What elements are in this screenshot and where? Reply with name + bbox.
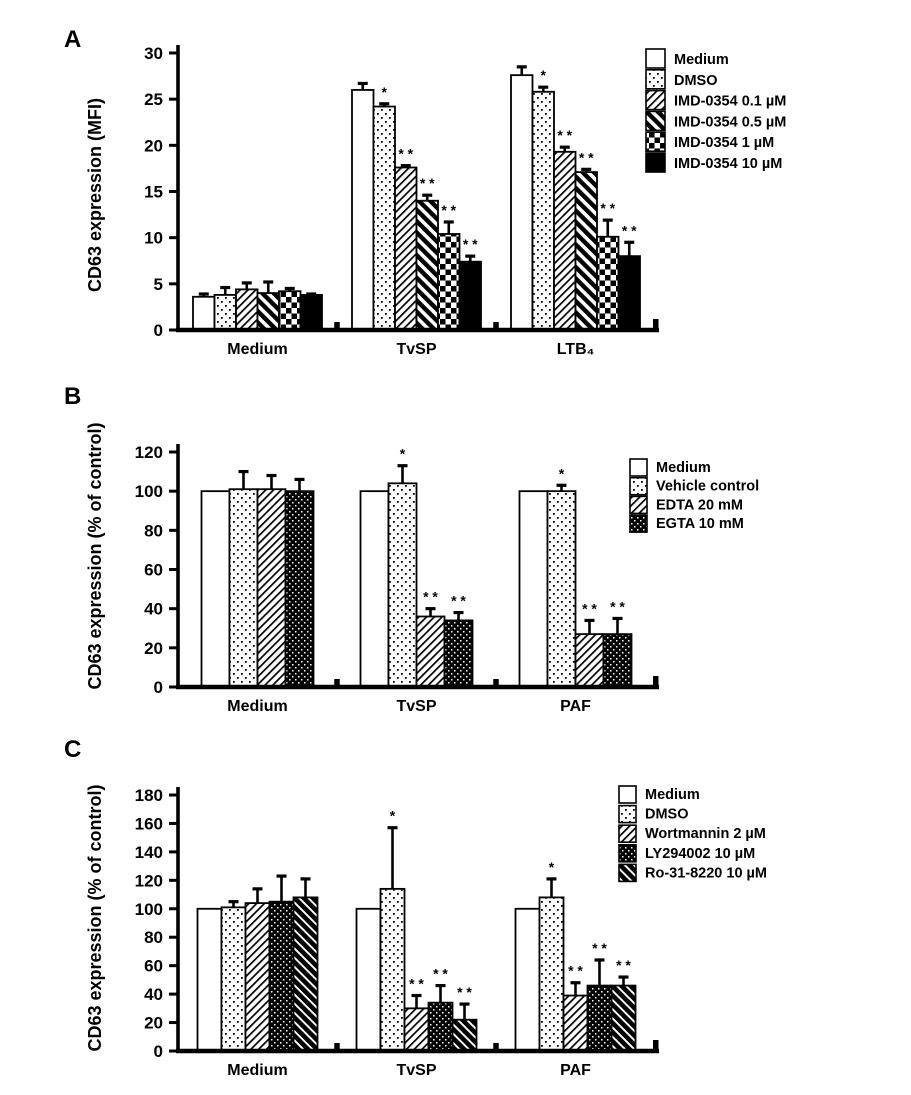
legend-label: LY294002 10 µM	[645, 845, 756, 862]
x-category-label: Medium	[227, 341, 288, 358]
legend-item	[646, 91, 786, 110]
bar-B-0-0	[202, 491, 230, 687]
bar-A-1-4	[438, 234, 460, 330]
significance-marker: * *	[423, 588, 438, 605]
legend-swatch-hatch-fwd	[619, 825, 636, 842]
legend-item	[630, 496, 743, 513]
bar-B-1-3	[445, 620, 473, 687]
significance-marker: * *	[398, 145, 414, 162]
significance-marker: * *	[578, 149, 594, 166]
x-category-label: TvSP	[396, 341, 437, 358]
y-tick-label: 60	[144, 956, 163, 976]
panel-C	[64, 736, 767, 1079]
y-tick-label: 0	[153, 1042, 163, 1061]
legend-item	[646, 132, 774, 151]
bar-C-0-2	[246, 903, 270, 1051]
y-tick-label: 40	[144, 985, 163, 1005]
legend-item	[646, 70, 718, 89]
legend-label: Medium	[645, 787, 700, 803]
bar-B-0-2	[258, 489, 286, 687]
panel-label-B: B	[64, 383, 82, 410]
bar-A-2-0	[511, 75, 533, 330]
bar-A-0-5	[301, 295, 323, 330]
y-tick-label: 25	[144, 90, 163, 110]
legend-item	[646, 153, 782, 172]
bar-B-1-1	[389, 483, 417, 687]
legend-item	[619, 825, 766, 842]
y-tick-label: 140	[134, 842, 163, 862]
y-tick-label: 80	[144, 521, 163, 541]
significance-marker: *	[399, 445, 406, 462]
significance-marker: * *	[610, 598, 625, 615]
y-tick-label: 100	[134, 899, 163, 919]
y-tick-label: 180	[134, 786, 163, 805]
legend-swatch-dots	[619, 806, 636, 823]
legend-label: Medium	[656, 460, 711, 476]
significance-marker: *	[540, 67, 546, 84]
significance-marker: * *	[409, 975, 424, 992]
bar-A-2-3	[576, 172, 598, 330]
bar-A-1-0	[352, 90, 374, 330]
bar-B-2-2	[576, 634, 604, 687]
y-tick-label: 10	[144, 228, 163, 248]
legend-swatch-hatch-back	[646, 111, 665, 130]
significance-marker: *	[548, 858, 555, 875]
y-tick-label: 20	[144, 638, 163, 658]
y-tick-label: 5	[153, 274, 163, 294]
legend-label: DMSO	[674, 72, 718, 89]
legend-label: EGTA 10 mM	[656, 516, 744, 533]
legend-swatch-dark-dots	[630, 515, 647, 532]
legend-label: Vehicle control	[656, 478, 760, 495]
legend-item	[630, 515, 744, 532]
legend-swatch-black	[646, 153, 665, 172]
bar-A-2-4	[597, 237, 619, 330]
legend-item	[619, 786, 700, 803]
significance-marker: * *	[616, 957, 631, 974]
legend-item	[619, 806, 689, 823]
panel-B	[64, 383, 759, 715]
bar-C-1-1	[381, 889, 405, 1051]
bar-A-1-1	[374, 107, 396, 330]
bar-C-1-2	[405, 1008, 429, 1051]
bar-C-2-3	[588, 986, 612, 1051]
bar-A-0-1	[215, 295, 237, 330]
y-tick-label: 40	[144, 599, 163, 619]
x-category-label: LTB₄	[556, 341, 595, 358]
significance-marker: * *	[451, 592, 466, 609]
legend-item	[630, 478, 759, 495]
y-axis-title: CD63 expression (% of control)	[85, 784, 105, 1052]
legend-label: Wortmannin 2 µM	[645, 826, 766, 843]
significance-marker: * *	[457, 984, 472, 1001]
legend-swatch-white	[646, 49, 665, 68]
bar-A-1-2	[395, 167, 417, 330]
legend-label: IMD-0354 1 µM	[674, 135, 775, 152]
y-tick-label: 120	[134, 871, 163, 891]
bar-C-0-0	[198, 909, 222, 1051]
panel-A	[64, 26, 786, 358]
significance-marker: *	[558, 465, 565, 482]
bar-C-2-2	[564, 996, 588, 1051]
significance-marker: * *	[621, 222, 637, 239]
legend-item	[619, 864, 767, 881]
legend-swatch-hatch-fwd	[646, 91, 665, 110]
significance-marker: * *	[433, 965, 448, 982]
y-tick-label: 80	[144, 928, 163, 948]
y-tick-label: 100	[134, 482, 163, 502]
legend-label: Medium	[674, 52, 729, 68]
legend-label: IMD-0354 0.1 µM	[674, 93, 787, 110]
significance-marker: * *	[441, 201, 457, 218]
bar-C-2-1	[540, 897, 564, 1051]
legend-swatch-white	[619, 786, 636, 803]
x-category-label: Medium	[227, 698, 288, 715]
bar-C-0-1	[222, 907, 246, 1051]
y-axis-title: CD63 expression (% of control)	[85, 422, 105, 690]
legend-item	[619, 845, 755, 862]
legend-swatch-hatch-back-dark	[619, 864, 636, 881]
legend-swatch-dots	[646, 70, 665, 89]
legend-item	[646, 49, 729, 68]
bar-A-0-0	[193, 297, 215, 330]
bar-A-0-4	[279, 291, 301, 330]
legend-item	[630, 459, 711, 476]
y-tick-label: 20	[144, 1013, 163, 1033]
significance-marker: * *	[419, 175, 435, 192]
bar-C-1-4	[453, 1020, 477, 1051]
significance-marker: *	[389, 807, 396, 824]
y-tick-label: 30	[144, 44, 163, 63]
bar-C-1-3	[429, 1003, 453, 1051]
bar-B-0-3	[286, 491, 314, 687]
bar-A-2-2	[554, 152, 576, 330]
y-tick-label: 0	[153, 678, 163, 697]
significance-marker: * *	[568, 962, 583, 979]
y-tick-label: 160	[134, 814, 163, 834]
legend-swatch-checker	[646, 132, 665, 151]
legend-label: IMD-0354 10 µM	[674, 156, 783, 172]
y-tick-label: 15	[144, 182, 163, 202]
y-tick-label: 60	[144, 560, 163, 580]
legend-label: IMD-0354 0.5 µM	[674, 114, 787, 131]
x-category-label: PAF	[560, 698, 591, 715]
bar-B-1-0	[361, 491, 389, 687]
significance-marker: * *	[600, 200, 616, 217]
significance-marker: * *	[557, 127, 573, 144]
y-tick-label: 120	[134, 443, 163, 462]
bar-A-2-1	[533, 92, 555, 330]
legend-swatch-hatch-fwd	[630, 496, 647, 513]
bar-B-0-1	[230, 489, 258, 687]
bar-A-1-3	[417, 201, 439, 330]
bar-A-2-5	[619, 256, 641, 330]
y-tick-label: 0	[153, 321, 163, 340]
legend-item	[646, 111, 786, 130]
y-tick-label: 20	[144, 136, 163, 156]
legend-label: EDTA 20 mM	[656, 497, 744, 514]
bar-A-1-5	[460, 262, 482, 330]
legend-label: DMSO	[645, 806, 689, 823]
bar-B-2-3	[604, 634, 632, 687]
bar-A-0-3	[258, 293, 280, 330]
x-category-label: TvSP	[396, 1062, 437, 1079]
significance-marker: * *	[462, 236, 478, 253]
legend-label: Ro-31-8220 10 µM	[645, 865, 767, 882]
bar-C-2-4	[612, 986, 636, 1051]
bar-C-0-3	[270, 902, 294, 1051]
legend-swatch-white	[630, 459, 647, 476]
legend-swatch-dark-dots	[619, 845, 636, 862]
x-category-label: Medium	[227, 1062, 288, 1079]
bar-C-1-0	[357, 909, 381, 1051]
bar-B-2-1	[548, 491, 576, 687]
bar-C-0-4	[294, 897, 318, 1051]
x-category-label: PAF	[560, 1062, 591, 1079]
significance-marker: * *	[592, 939, 607, 956]
y-axis-title: CD63 expression (MFI)	[85, 97, 105, 293]
x-category-label: TvSP	[396, 698, 437, 715]
panel-label-C: C	[64, 736, 82, 763]
panel-label-A: A	[64, 26, 82, 53]
bar-B-1-2	[417, 617, 445, 688]
significance-marker: *	[381, 83, 387, 100]
bar-C-2-0	[516, 909, 540, 1051]
legend-swatch-dots	[630, 478, 647, 495]
bar-A-0-2	[236, 289, 258, 330]
significance-marker: * *	[582, 600, 597, 617]
bar-B-2-0	[520, 491, 548, 687]
